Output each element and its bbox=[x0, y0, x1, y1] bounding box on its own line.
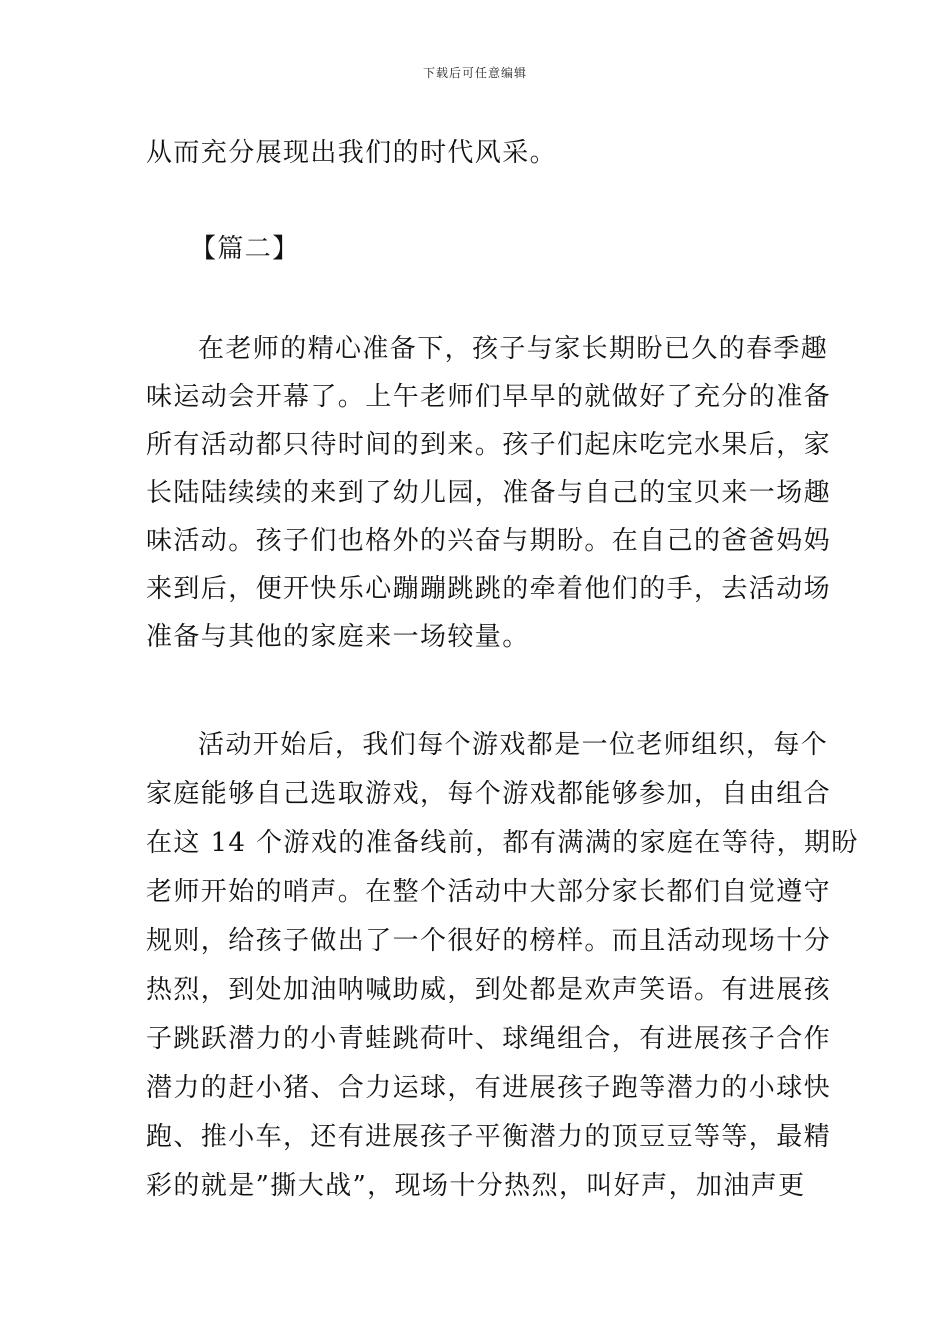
paragraph-line: 所有活动都只待时间的到来。孩子们起床吃完水果后，家 bbox=[146, 430, 832, 460]
paragraph-line: 热烈，到处加油呐喊助威，到处都是欢声笑语。有进展孩 bbox=[146, 975, 832, 1005]
paragraph-line: 长陆陆续续的来到了幼儿园，准备与自己的宝贝来一场趣 bbox=[146, 478, 832, 508]
paragraph-line: 老师开始的哨声。在整个活动中大部分家长都们自觉遵守 bbox=[146, 877, 832, 907]
paragraph-line: 味活动。孩子们也格外的兴奋与期盼。在自己的爸爸妈妈 bbox=[146, 526, 832, 556]
paragraph-line: 来到后，便开快乐心蹦蹦跳跳的牵着他们的手，去活动场 bbox=[146, 574, 832, 604]
paragraph-line: 彩的就是”撕大战”，现场十分热烈，叫好声，加油声更 bbox=[146, 1171, 806, 1201]
paragraph-line: 潜力的赶小猪、合力运球，有进展孩子跑等潜力的小球快 bbox=[146, 1073, 832, 1103]
page-header: 下载后可任意编辑 bbox=[422, 66, 527, 80]
paragraph-line: 跑、推小车，还有进展孩子平衡潜力的顶豆豆等等，最精 bbox=[146, 1122, 832, 1152]
paragraph-line: 规则，给孩子做出了一个很好的榜样。而且活动现场十分 bbox=[146, 926, 832, 956]
paragraph-line: 在这 14 个游戏的准备线前，都有满满的家庭在等待，期盼 bbox=[146, 828, 859, 858]
paragraph-line: 活动开始后，我们每个游戏都是一位老师组织，每个 bbox=[198, 730, 829, 760]
paragraph-line: 家庭能够自己选取游戏，每个游戏都能够参加，自由组合 bbox=[146, 779, 832, 809]
paragraph-line: 在老师的精心准备下，孩子与家长期盼已久的春季趣 bbox=[198, 334, 829, 364]
paragraph-line: 子跳跃潜力的小青蛙跳荷叶、球绳组合，有进展孩子合作 bbox=[146, 1024, 832, 1054]
paragraph-line: 准备与其他的家庭来一场较量。 bbox=[146, 622, 530, 652]
section-title: 【篇二】 bbox=[190, 234, 300, 264]
intro-line: 从而充分展现出我们的时代风采。 bbox=[146, 138, 558, 168]
paragraph-line: 味运动会开幕了。上午老师们早早的就做好了充分的准备 bbox=[146, 382, 832, 412]
